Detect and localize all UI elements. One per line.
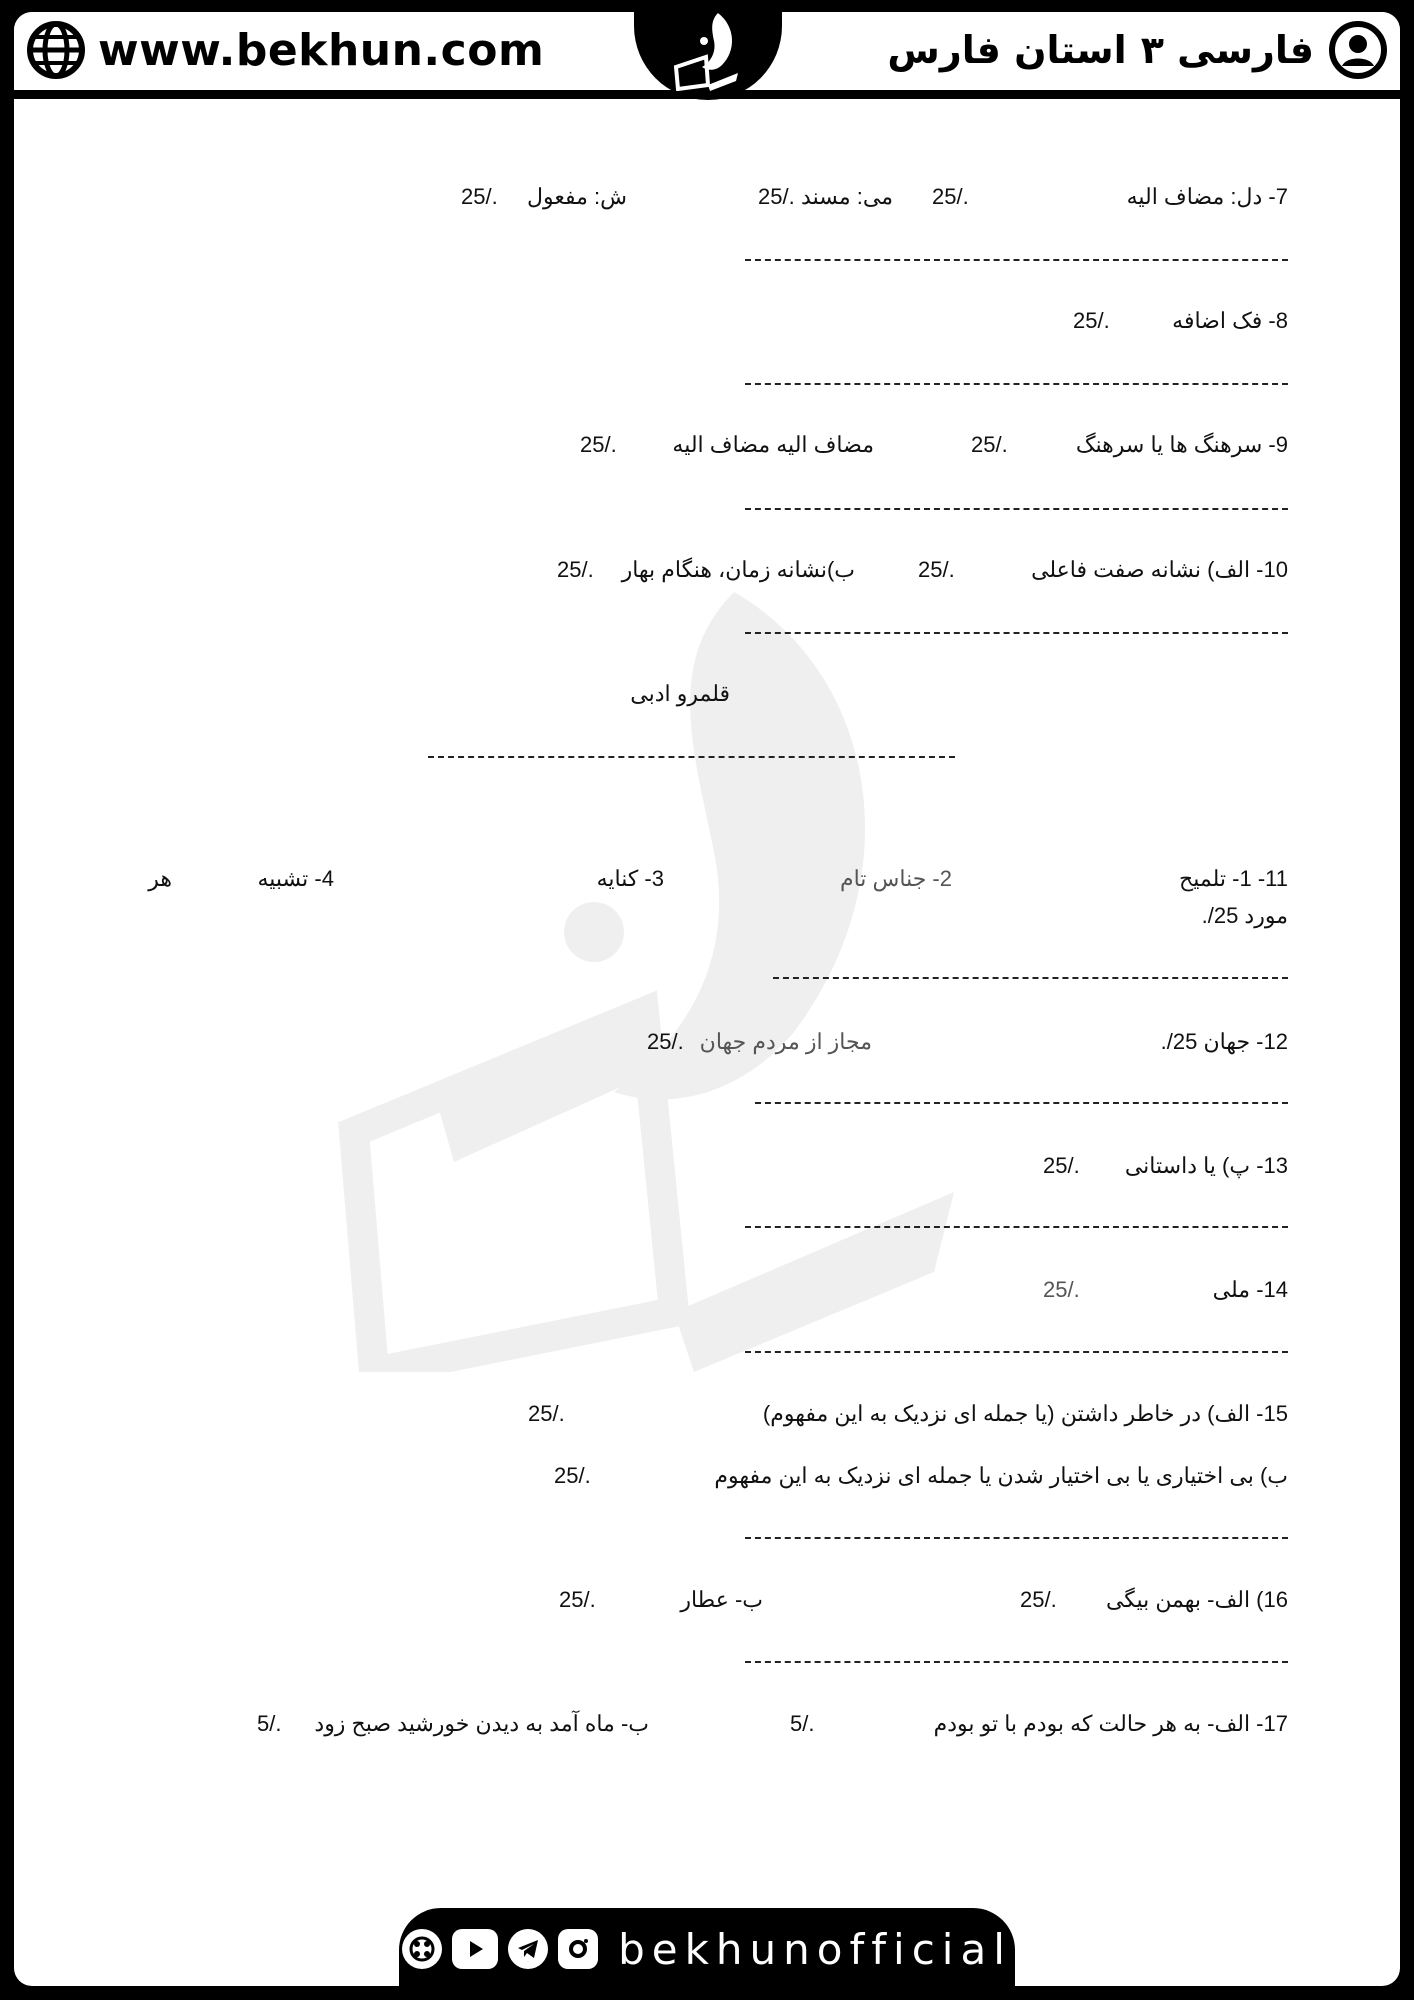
q17-answer-b: ب- ماه آمد به دیدن خورشید صبح زود: [314, 1711, 649, 1736]
aparat-icon[interactable]: [402, 1929, 442, 1969]
q14-answer-a: 14- ملی: [1212, 1277, 1288, 1302]
separator-line: [745, 1226, 1288, 1228]
social-handle[interactable]: bekhunofficial: [618, 1924, 1012, 1974]
q16-answer-b: ب- عطار: [680, 1587, 763, 1612]
bekhun-logo-icon: [634, 12, 782, 100]
q15-score-b: 25/.: [554, 1463, 591, 1488]
q7-answer-a: 7- دل: مضاف الیه: [1126, 184, 1288, 209]
q10-answer-b: ب)نشانه زمان، هنگام بهار: [621, 557, 855, 582]
separator-line: [773, 977, 1288, 979]
section-title: قلمرو ادبی: [630, 681, 730, 706]
q7-answer-b: می: مسند: [801, 184, 893, 209]
q15-answer-b: ب) بی اختیاری یا بی اختیار شدن یا جمله ای نزدیک به این مفهوم: [714, 1463, 1288, 1488]
website-url[interactable]: www.bekhun.com: [98, 24, 545, 76]
q15-answer-a: 15- الف) در خاطر داشتن (یا جمله ای نزدیک به این مفهوم): [762, 1401, 1288, 1426]
q11-answer-e: هر: [148, 866, 172, 891]
q9-answer-b: مضاف الیه مضاف الیه: [672, 432, 874, 457]
q12-answer-a: 12- جهان 25/.: [1160, 1029, 1288, 1054]
q9-answer-a: 9- سرهنگ ها یا سرهنگ: [1075, 432, 1288, 457]
q7-answer-c: ش: مفعول: [527, 184, 627, 209]
q17-score-a: 5/.: [790, 1711, 815, 1736]
q7-score-a: 25/.: [932, 184, 969, 209]
separator-line: [745, 383, 1288, 385]
separator-line: [745, 259, 1288, 261]
q10-answer-a: 10- الف) نشانه صفت فاعلی: [1031, 557, 1288, 582]
q7-score-c: 25/.: [461, 184, 498, 209]
telegram-icon[interactable]: [508, 1929, 548, 1969]
user-icon: [1328, 20, 1388, 80]
q15-score-a: 25/.: [528, 1401, 565, 1426]
separator-line: [745, 632, 1288, 634]
q8-answer-a: 8- فک اضافه: [1172, 308, 1288, 333]
separator-line: [745, 1537, 1288, 1539]
q16-score-b: 25/.: [559, 1587, 596, 1612]
instagram-icon[interactable]: [558, 1929, 598, 1969]
youtube-icon[interactable]: [452, 1929, 498, 1969]
q16-score-a: 25/.: [1020, 1587, 1057, 1612]
q13-score-a: 25/.: [1043, 1153, 1080, 1178]
q17-answer-a: 17- الف- به هر حالت که بودم با تو بودم: [933, 1711, 1288, 1736]
website-block[interactable]: [26, 20, 544, 80]
separator-line: [428, 756, 955, 758]
q9-score-b: 25/.: [580, 432, 617, 457]
q17-score-b: 5/.: [257, 1711, 282, 1736]
answer-sheet-page: [14, 12, 1400, 1986]
q13-answer-a: 13- پ) یا داستانی: [1124, 1153, 1288, 1178]
q11-answer-b: 2- جناس تام: [839, 866, 952, 891]
subject-block: [887, 20, 1388, 80]
q7-score-b: 25/.: [758, 184, 795, 209]
page-header: [14, 12, 1400, 99]
q11-continuation: مورد 25/.: [1201, 903, 1288, 928]
q11-answer-c: 3- کنایه: [596, 866, 664, 891]
q12-score-b: 25/.: [647, 1029, 684, 1054]
q8-score-a: 25/.: [1073, 308, 1110, 333]
region-title: استان فارس: [887, 28, 1127, 72]
q14-score-a: 25/.: [1043, 1277, 1080, 1302]
q12-answer-b: مجاز از مردم جهان: [699, 1029, 872, 1054]
separator-line: [755, 1102, 1288, 1104]
q11-answer-d: 4- تشبیه: [257, 866, 334, 891]
separator-line: [745, 1661, 1288, 1663]
q10-score-b: 25/.: [557, 557, 594, 582]
subject-title: فارسی ۳: [1140, 28, 1314, 72]
globe-icon: [26, 20, 86, 80]
social-footer: [399, 1908, 1015, 1986]
q16-answer-a: 16) الف- بهمن بیگی: [1105, 1587, 1288, 1612]
q9-score-a: 25/.: [971, 432, 1008, 457]
separator-line: [745, 508, 1288, 510]
q11-answer-a: 11- 1- تلمیح: [1179, 866, 1288, 891]
q10-score-a: 25/.: [918, 557, 955, 582]
separator-line: [745, 1351, 1288, 1353]
